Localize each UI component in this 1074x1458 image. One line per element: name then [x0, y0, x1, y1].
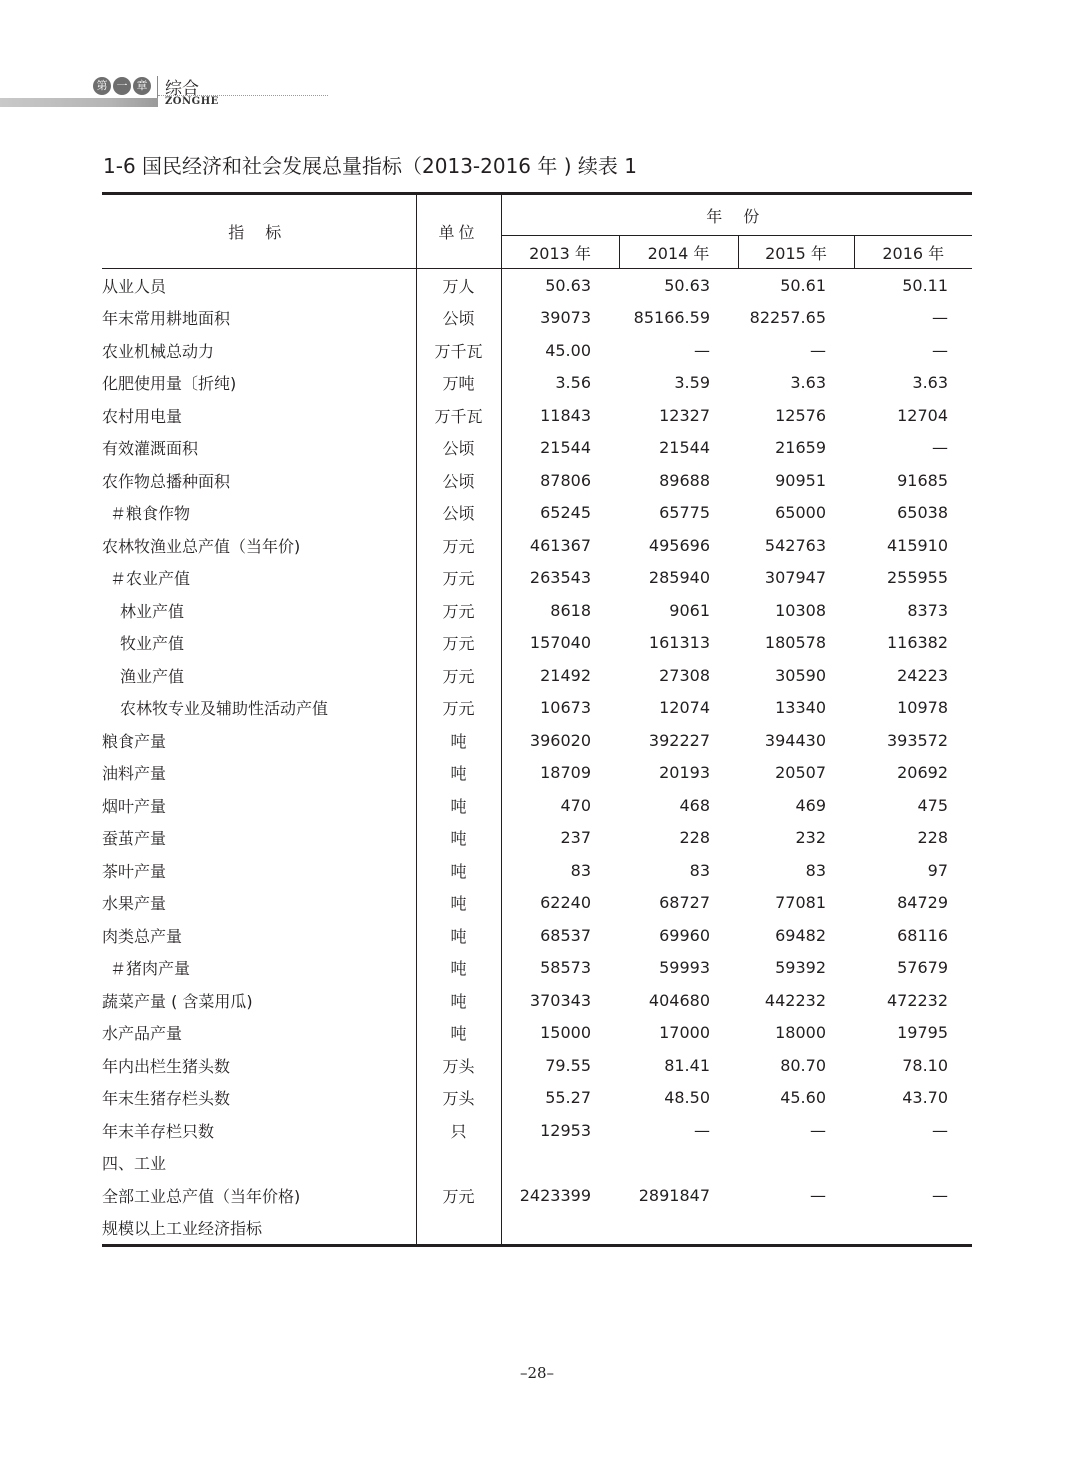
- indicator-unit: 吨: [416, 984, 501, 1017]
- indicator-name: 肉类总产量: [102, 919, 416, 952]
- table-body: [102, 269, 972, 1246]
- value-cell: —: [932, 308, 949, 328]
- value-cell: 2891847: [638, 1185, 710, 1205]
- indicator-unit: 万元: [416, 627, 501, 660]
- table-row: [102, 302, 972, 335]
- section-pinyin: ZONGHE: [165, 96, 219, 107]
- table-row: [102, 692, 972, 725]
- indicator-name: 农林牧渔业总产值（当年价): [102, 529, 416, 562]
- value-cell: 43.70: [902, 1088, 949, 1108]
- chapter-char: 第: [93, 77, 111, 95]
- table-row: [102, 887, 972, 920]
- table-row: [102, 659, 972, 692]
- indicator-unit: 万千瓦: [416, 399, 501, 432]
- value-cell: 69960: [659, 925, 710, 945]
- indicator-unit: 万元: [416, 659, 501, 692]
- value-cell: 20507: [775, 763, 826, 783]
- indicator-unit: 万元: [416, 692, 501, 725]
- value-cell: 255955: [886, 568, 949, 588]
- value-cell: 13340: [775, 698, 826, 718]
- indicator-unit: 吨: [416, 789, 501, 822]
- value-cell: 82257.65: [749, 308, 826, 328]
- value-cell: 470: [560, 795, 591, 815]
- indicator-name: 农林牧专业及辅助性活动产值: [102, 692, 416, 725]
- value-cell: 415910: [886, 535, 949, 555]
- value-cell: 78.10: [902, 1055, 949, 1075]
- value-cell: 404680: [648, 990, 710, 1010]
- indicator-name: 蚕茧产量: [102, 822, 416, 855]
- indicator-name: 农作物总播种面积: [102, 464, 416, 497]
- indicator-unit: 万头: [416, 1082, 501, 1115]
- value-cell: 3.63: [790, 373, 826, 393]
- value-cell: 91685: [897, 470, 949, 490]
- value-cell: 65775: [659, 503, 710, 523]
- page-number: –28–: [519, 1364, 555, 1382]
- table-row: [102, 399, 972, 432]
- header-bar: [0, 98, 158, 107]
- value-cell: 9061: [669, 600, 710, 620]
- value-cell: —: [810, 340, 826, 360]
- indicator-name: 茶叶产量: [102, 854, 416, 887]
- value-cell: 17000: [659, 1023, 710, 1043]
- indicator-name: 化肥使用量〔折纯): [102, 367, 416, 400]
- indicator-name: 烟叶产量: [102, 789, 416, 822]
- indicator-name: 粮食产量: [102, 724, 416, 757]
- column-header-year: 2015 年: [738, 236, 854, 269]
- table-title: 1-6 国民经济和社会发展总量指标（2013-2016 年 ) 续表 1: [103, 154, 637, 178]
- column-header-indicator: 指 标: [102, 194, 416, 269]
- value-cell: —: [694, 1120, 710, 1140]
- indicator-name: 林业产值: [102, 594, 416, 627]
- value-cell: 27308: [659, 665, 710, 685]
- indicator-unit: 吨: [416, 919, 501, 952]
- chapter-badge: [93, 76, 151, 96]
- value-cell: 180578: [764, 633, 826, 653]
- value-cell: 45.60: [780, 1088, 826, 1108]
- table-row: [102, 1114, 972, 1147]
- column-header-year: 2016 年: [854, 236, 972, 269]
- value-cell: —: [932, 438, 949, 458]
- indicator-unit: 万元: [416, 562, 501, 595]
- value-cell: [854, 1212, 972, 1246]
- value-cell: 542763: [764, 535, 826, 555]
- value-cell: 157040: [529, 633, 591, 653]
- indicator-unit: 吨: [416, 854, 501, 887]
- value-cell: —: [694, 340, 710, 360]
- header-dotted-rule: [158, 95, 328, 96]
- value-cell: 87806: [540, 470, 591, 490]
- value-cell: 58573: [540, 958, 591, 978]
- value-cell: 15000: [540, 1023, 591, 1043]
- indicator-unit: 吨: [416, 1017, 501, 1050]
- value-cell: —: [932, 1185, 949, 1205]
- indicator-unit: 只: [416, 1114, 501, 1147]
- value-cell: 396020: [529, 730, 591, 750]
- value-cell: 83: [570, 860, 591, 880]
- value-cell: 495696: [648, 535, 710, 555]
- indicator-name: 全部工业总产值（当年价格): [102, 1179, 416, 1212]
- indicator-name: 年末生猪存栏头数: [102, 1082, 416, 1115]
- table-row: [102, 1049, 972, 1082]
- indicator-unit: 万吨: [416, 367, 501, 400]
- indicator-unit: 万头: [416, 1049, 501, 1082]
- value-cell: —: [932, 1120, 949, 1140]
- table-row: [102, 1017, 972, 1050]
- table-row: [102, 1147, 972, 1180]
- value-cell: 45.00: [545, 340, 591, 360]
- value-cell: 85166.59: [633, 308, 710, 328]
- indicator-name: 牧业产值: [102, 627, 416, 660]
- value-cell: 79.55: [545, 1055, 591, 1075]
- indicator-unit: 吨: [416, 887, 501, 920]
- value-cell: [738, 1147, 854, 1180]
- indicator-name: 规模以上工业经济指标: [102, 1212, 416, 1246]
- table-row: [102, 822, 972, 855]
- indicator-unit: 万元: [416, 529, 501, 562]
- value-cell: 3.56: [555, 373, 591, 393]
- value-cell: 469: [795, 795, 826, 815]
- table-row: [102, 594, 972, 627]
- value-cell: 263543: [529, 568, 591, 588]
- chapter-char: 一: [113, 77, 131, 95]
- value-cell: 83: [805, 860, 826, 880]
- value-cell: 12327: [659, 405, 710, 425]
- value-cell: 10308: [775, 600, 826, 620]
- value-cell: 81.41: [664, 1055, 710, 1075]
- indicator-name: 有效灌溉面积: [102, 432, 416, 465]
- value-cell: 21544: [540, 438, 591, 458]
- column-header-year-group: 年 份: [501, 194, 972, 236]
- value-cell: 12074: [659, 698, 710, 718]
- table-row: [102, 984, 972, 1017]
- value-cell: 8618: [550, 600, 591, 620]
- value-cell: 461367: [529, 535, 591, 555]
- table-row: [102, 367, 972, 400]
- value-cell: [501, 1212, 619, 1246]
- table-row: [102, 529, 972, 562]
- column-header-year: 2013 年: [501, 236, 619, 269]
- value-cell: 10978: [897, 698, 949, 718]
- table-row: [102, 432, 972, 465]
- value-cell: 65000: [775, 503, 826, 523]
- table-row: [102, 1082, 972, 1115]
- indicator-unit: 吨: [416, 757, 501, 790]
- value-cell: 83: [689, 860, 710, 880]
- value-cell: 19795: [897, 1023, 949, 1043]
- value-cell: [619, 1212, 738, 1246]
- value-cell: 68537: [540, 925, 591, 945]
- value-cell: 12576: [775, 405, 826, 425]
- indicator-unit: 万千瓦: [416, 334, 501, 367]
- value-cell: 55.27: [545, 1088, 591, 1108]
- indicator-name: 蔬菜产量 ( 含菜用瓜): [102, 984, 416, 1017]
- table-row: [102, 464, 972, 497]
- indicator-name: 水产品产量: [102, 1017, 416, 1050]
- value-cell: 50.63: [545, 275, 591, 295]
- indicator-name: 油料产量: [102, 757, 416, 790]
- value-cell: 228: [679, 828, 710, 848]
- indicator-name: 水果产量: [102, 887, 416, 920]
- value-cell: 84729: [897, 893, 949, 913]
- value-cell: 12953: [540, 1120, 591, 1140]
- indicator-unit: 吨: [416, 724, 501, 757]
- indicator-unit: 公顷: [416, 432, 501, 465]
- value-cell: 50.61: [780, 275, 826, 295]
- value-cell: 442232: [764, 990, 826, 1010]
- table-row: [102, 724, 972, 757]
- value-cell: 394430: [764, 730, 826, 750]
- value-cell: 89688: [659, 470, 710, 490]
- value-cell: 307947: [764, 568, 826, 588]
- value-cell: 370343: [529, 990, 591, 1010]
- column-header-year: 2014 年: [619, 236, 738, 269]
- table-row: [102, 919, 972, 952]
- value-cell: [501, 1147, 619, 1180]
- indicator-name: 年末常用耕地面积: [102, 302, 416, 335]
- indicator-unit: [416, 1147, 501, 1180]
- value-cell: 65038: [897, 503, 949, 523]
- value-cell: 393572: [886, 730, 949, 750]
- value-cell: 18000: [775, 1023, 826, 1043]
- value-cell: 468: [679, 795, 710, 815]
- value-cell: [738, 1212, 854, 1246]
- indicator-name: 从业人员: [102, 269, 416, 302]
- indicator-name: ＃猪肉产量: [102, 952, 416, 985]
- value-cell: 3.63: [912, 373, 949, 393]
- value-cell: —: [810, 1120, 826, 1140]
- value-cell: 59392: [775, 958, 826, 978]
- indicator-table: [102, 192, 972, 1247]
- table-row: [102, 789, 972, 822]
- value-cell: 21659: [775, 438, 826, 458]
- value-cell: 18709: [540, 763, 591, 783]
- value-cell: 285940: [648, 568, 710, 588]
- value-cell: 237: [560, 828, 591, 848]
- indicator-unit: 吨: [416, 952, 501, 985]
- indicator-name: 农业机械总动力: [102, 334, 416, 367]
- indicator-unit: 公顷: [416, 464, 501, 497]
- value-cell: 97: [927, 860, 949, 880]
- value-cell: 62240: [540, 893, 591, 913]
- value-cell: 39073: [540, 308, 591, 328]
- value-cell: 48.50: [664, 1088, 710, 1108]
- value-cell: 3.59: [674, 373, 710, 393]
- value-cell: 68116: [897, 925, 949, 945]
- value-cell: 392227: [648, 730, 710, 750]
- value-cell: 57679: [897, 958, 949, 978]
- value-cell: 8373: [907, 600, 949, 620]
- table-row: [102, 334, 972, 367]
- value-cell: 20692: [897, 763, 949, 783]
- indicator-name: ＃粮食作物: [102, 497, 416, 530]
- value-cell: 24223: [897, 665, 949, 685]
- value-cell: 80.70: [780, 1055, 826, 1075]
- value-cell: [854, 1147, 972, 1180]
- value-cell: 50.63: [664, 275, 710, 295]
- value-cell: 21492: [540, 665, 591, 685]
- table-row: [102, 627, 972, 660]
- indicator-unit: [416, 1212, 501, 1246]
- table-row: [102, 757, 972, 790]
- table-row: [102, 854, 972, 887]
- value-cell: 475: [917, 795, 949, 815]
- value-cell: [619, 1147, 738, 1180]
- indicator-unit: 万元: [416, 1179, 501, 1212]
- indicator-name: 年内出栏生猪头数: [102, 1049, 416, 1082]
- indicator-name: 年末羊存栏只数: [102, 1114, 416, 1147]
- indicator-unit: 公顷: [416, 497, 501, 530]
- indicator-name: 渔业产值: [102, 659, 416, 692]
- value-cell: 90951: [775, 470, 826, 490]
- value-cell: 12704: [897, 405, 949, 425]
- table-row: [102, 269, 972, 302]
- value-cell: 10673: [540, 698, 591, 718]
- table-row: [102, 562, 972, 595]
- value-cell: 30590: [775, 665, 826, 685]
- value-cell: 65245: [540, 503, 591, 523]
- indicator-name: ＃农业产值: [102, 562, 416, 595]
- indicator-unit: 万人: [416, 269, 501, 302]
- column-header-unit: 单位: [416, 194, 501, 269]
- value-cell: 232: [795, 828, 826, 848]
- value-cell: —: [932, 340, 949, 360]
- indicator-name: 四、工业: [102, 1147, 416, 1180]
- value-cell: 68727: [659, 893, 710, 913]
- table-row: [102, 952, 972, 985]
- indicator-name: 农村用电量: [102, 399, 416, 432]
- value-cell: 161313: [648, 633, 710, 653]
- value-cell: 69482: [775, 925, 826, 945]
- value-cell: 50.11: [902, 275, 949, 295]
- value-cell: 20193: [659, 763, 710, 783]
- indicator-unit: 公顷: [416, 302, 501, 335]
- indicator-unit: 万元: [416, 594, 501, 627]
- value-cell: 59993: [659, 958, 710, 978]
- value-cell: 228: [917, 828, 949, 848]
- value-cell: 11843: [540, 405, 591, 425]
- indicator-unit: 吨: [416, 822, 501, 855]
- table-row: [102, 497, 972, 530]
- table-row: [102, 1179, 972, 1212]
- table-row: [102, 1212, 972, 1246]
- value-cell: 21544: [659, 438, 710, 458]
- chapter-char: 章: [133, 77, 151, 95]
- value-cell: 77081: [775, 893, 826, 913]
- value-cell: 116382: [886, 633, 949, 653]
- value-cell: —: [810, 1185, 826, 1205]
- value-cell: 2423399: [519, 1185, 591, 1205]
- value-cell: 472232: [886, 990, 949, 1010]
- section-title: 综合: [165, 79, 199, 99]
